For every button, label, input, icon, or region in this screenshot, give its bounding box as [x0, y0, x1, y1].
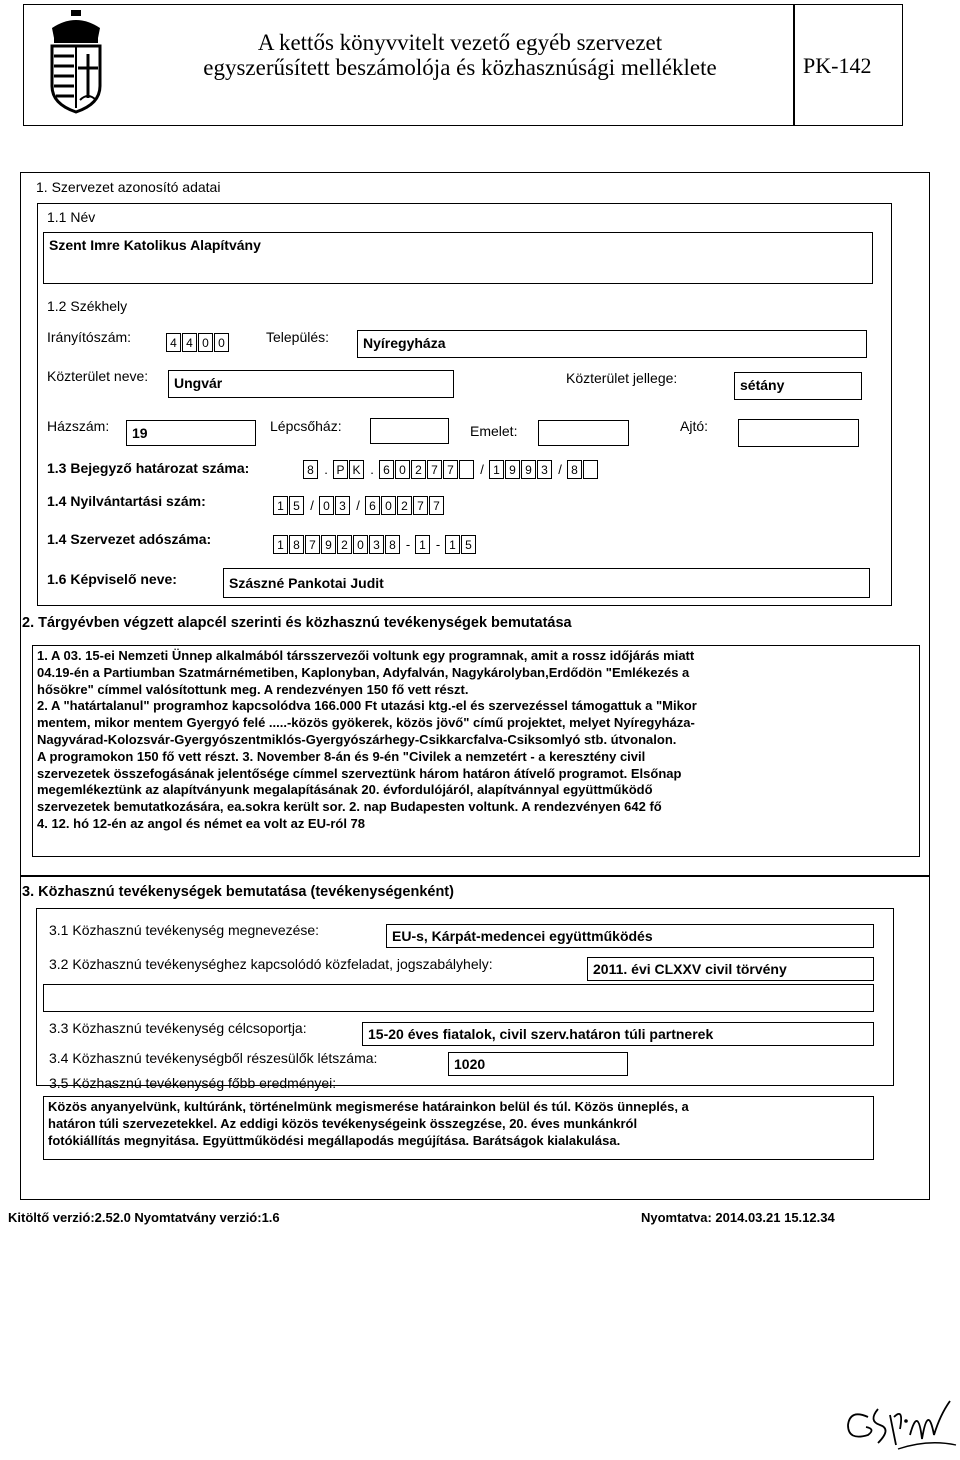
stair-label: Lépcsőház: — [270, 418, 342, 434]
result-line: fotókiállítás megnyitása. Együttműködési megállapodás megújítása. Barátságok kialakulása. — [48, 1132, 621, 1148]
street-label: Közterület neve: — [47, 368, 149, 384]
seat-label: 1.2 Székhely — [47, 298, 128, 314]
section-2-title: 2. Tárgyévben végzett alapcél szerinti és közhasznú tevékenységek bemutatása — [22, 615, 572, 631]
reg-char: 6 — [379, 460, 394, 479]
reg-char: 9 — [505, 460, 520, 479]
reg-separator: / — [480, 462, 484, 477]
tax-digit: 0 — [353, 535, 368, 554]
coat-of-arms-emblem — [40, 8, 112, 122]
reg-char: 7 — [443, 460, 458, 479]
beneficiaries-count-field[interactable]: 1020 — [448, 1052, 628, 1076]
tax-digit: 7 — [305, 535, 320, 554]
activity-line: Nagyvárad-Kolozsvár-Gyergyószentmiklós-Gyergyószárhegy-Csikkarcfalva-Csiksomlyó stb. útvonalon. — [37, 731, 677, 747]
reg-char-empty — [459, 460, 474, 479]
zip-digit: 0 — [198, 333, 213, 352]
section-3-title: 3. Közhasznú tevékenységek bemutatása (tevékenységenként) — [22, 884, 454, 900]
zip-digit: 0 — [214, 333, 229, 352]
activity-line: A programokon 150 fő vett részt. 3. November 8-án és 9-én "Civilek a nemzetért - a keresztény civil — [37, 748, 646, 764]
zip-label: Irányítószám: — [47, 329, 132, 345]
handwritten-signature — [838, 1395, 958, 1455]
zip-digit: 4 — [182, 333, 197, 352]
main-results-label: 3.5 Közhasznú tevékenység főbb eredményei: — [49, 1075, 337, 1091]
city-field[interactable]: Nyíregyháza — [357, 330, 867, 358]
registry-digit: 6 — [365, 496, 380, 515]
zip-cells[interactable] — [166, 333, 230, 352]
registry-digit: 3 — [335, 496, 350, 515]
activity-line: 1. A 03. 15-ei Nemzeti Ünnep alkalmából társszervezői voltunk egy programnak, amit a rossz időjárás miatt — [37, 648, 695, 663]
beneficiaries-count-label: 3.4 Közhasznú tevékenységből részesülők létszáma: — [49, 1050, 378, 1066]
form-title — [135, 30, 785, 80]
form-code-divider — [793, 4, 795, 126]
street-field[interactable]: Ungvár — [168, 370, 454, 398]
registry-digit: 0 — [319, 496, 334, 515]
registry-cells[interactable] — [273, 496, 445, 515]
result-line: Közös anyanyelvünk, kultúránk, történelmünk megismerése határainkon belül és túl. Közös ünneplés, a — [48, 1099, 689, 1114]
reg-char: 7 — [427, 460, 442, 479]
section-2-activities-text[interactable] — [32, 645, 920, 857]
target-group-label: 3.3 Közhasznú tevékenység célcsoportja: — [49, 1020, 307, 1036]
activity-line: hősökre" címmel valósítottunk meg. A rendezvényen 150 fő vett részt. — [37, 681, 469, 697]
tax-digit: 2 — [337, 535, 352, 554]
footer-print-date: Nyomtatva: 2014.03.21 15.12.34 — [641, 1210, 835, 1225]
registry-digit: 2 — [397, 496, 412, 515]
footer-version: Kitöltő verzió:2.52.0 Nyomtatvány verzió:1.6 — [8, 1210, 280, 1225]
door-field[interactable] — [738, 419, 859, 447]
reg-char: 0 — [395, 460, 410, 479]
activity-line: megemlékeztünk az alapítványunk megalapításának 20. évfordulójáról, alapítvánnyal együttműködő — [37, 782, 653, 798]
main-results-text[interactable] — [43, 1096, 874, 1160]
city-label: Település: — [266, 329, 330, 345]
representative-field[interactable]: Szászné Pankotai Judit — [223, 568, 870, 598]
name-field[interactable]: Szent Imre Katolikus Alapítvány — [43, 232, 873, 284]
door-label: Ajtó: — [680, 418, 709, 434]
reg-char: 2 — [411, 460, 426, 479]
tax-digit: 1 — [273, 535, 288, 554]
reg-separator: . — [370, 462, 374, 477]
street-type-field[interactable]: sétány — [734, 372, 862, 400]
tax-number-label: 1.4 Szervezet adószáma: — [47, 531, 212, 547]
tax-digit: 8 — [385, 535, 400, 554]
registry-digit: 0 — [381, 496, 396, 515]
tax-digit: 3 — [369, 535, 384, 554]
floor-label: Emelet: — [470, 423, 518, 439]
registry-digit: 5 — [289, 496, 304, 515]
tax-digit: 1 — [445, 535, 460, 554]
street-type-label: Közterület jellege: — [566, 370, 678, 386]
house-number-field[interactable]: 19 — [126, 420, 256, 446]
house-number-label: Házszám: — [47, 418, 110, 434]
activity-line: 04.19-én a Partiumban Szatmárnémetiben, Kaplonyban, Adyfalván, Nagykárolyban,Erdődön "Emlékezés a — [37, 664, 690, 680]
reg-char: 1 — [489, 460, 504, 479]
target-group-field[interactable]: 15-20 éves fiatalok, civil szerv.határon túli partnerek — [362, 1022, 874, 1046]
tax-digit: 5 — [461, 535, 476, 554]
registry-separator: / — [310, 498, 314, 513]
activity-name-field[interactable]: EU-s, Kárpát-medencei együttműködés — [386, 924, 874, 948]
tax-digit: 9 — [321, 535, 336, 554]
tax-number-cells[interactable] — [273, 535, 477, 554]
registry-digit: 7 — [429, 496, 444, 515]
representative-label: 1.6 Képviselő neve: — [47, 571, 177, 587]
registry-digit: 1 — [273, 496, 288, 515]
zip-digit: 4 — [166, 333, 181, 352]
reg-char: 9 — [521, 460, 536, 479]
reg-char-empty — [583, 460, 598, 479]
activity-line: szervezetek összefogásának jelentősége címmel szerveztünk három határon átívelő programot. Elsőnap — [37, 765, 682, 781]
reg-char: K — [349, 460, 364, 479]
registry-digit: 7 — [413, 496, 428, 515]
reg-char: P — [333, 460, 348, 479]
result-line: határon túli szervezetekkel. Az eddigi közös tevékenységeink összegzése, 20. éves munkánkról — [48, 1115, 638, 1131]
registry-label: 1.4 Nyilvántartási szám: — [47, 493, 206, 509]
activity-line: mentem, mikor mentem Gyergyó felé .....-közös gyökerek, közös jövő" című projektet, melyet Nyíregyháza- — [37, 715, 695, 731]
activity-line: 4. 12. hó 12-én az angol és német ea volt az EU-ról 78 — [37, 815, 366, 831]
reg-char: 8 — [567, 460, 582, 479]
form-title-line2: egyszerűsített beszámolója és közhasznúsági melléklete — [203, 55, 717, 80]
tax-digit: 1 — [415, 535, 430, 554]
activity-name-label: 3.1 Közhasznú tevékenység megnevezése: — [49, 922, 320, 938]
tax-separator: - — [435, 537, 441, 552]
public-task-field[interactable]: 2011. évi CLXXV civil törvény — [587, 957, 874, 981]
tax-separator: - — [405, 537, 411, 552]
public-task-continuation-field[interactable] — [43, 984, 874, 1012]
activity-line: szervezetek bemutatkozására, ea.sokra került sor. 2. nap Budapesten voltunk. A rendezvényen 642 fő — [37, 799, 662, 815]
form-code: PK-142 — [803, 53, 872, 78]
reg-decision-label: 1.3 Bejegyző határozat száma: — [47, 460, 250, 476]
section-1-title: 1. Szervezet azonosító adatai — [36, 179, 221, 195]
stair-field[interactable] — [370, 418, 449, 444]
form-title-line1: A kettős könyvvitelt vezető egyéb szervezet — [257, 30, 663, 55]
floor-field[interactable] — [538, 420, 629, 446]
tax-digit: 8 — [289, 535, 304, 554]
reg-separator: / — [558, 462, 562, 477]
name-label: 1.1 Név — [47, 209, 96, 225]
reg-decision-cells[interactable] — [303, 460, 599, 479]
activity-line: 2. A "határtalanul" programhoz kapcsolódva 166.000 Ft utazási ktg.-el és szervezéssel támogattuk a "Mikor — [37, 698, 697, 714]
reg-char: 8 — [303, 460, 318, 479]
public-task-label: 3.2 Közhasznú tevékenységhez kapcsolódó közfeladat, jogszabályhely: — [49, 956, 493, 972]
registry-separator: / — [356, 498, 360, 513]
reg-separator: . — [324, 462, 328, 477]
reg-char: 3 — [537, 460, 552, 479]
